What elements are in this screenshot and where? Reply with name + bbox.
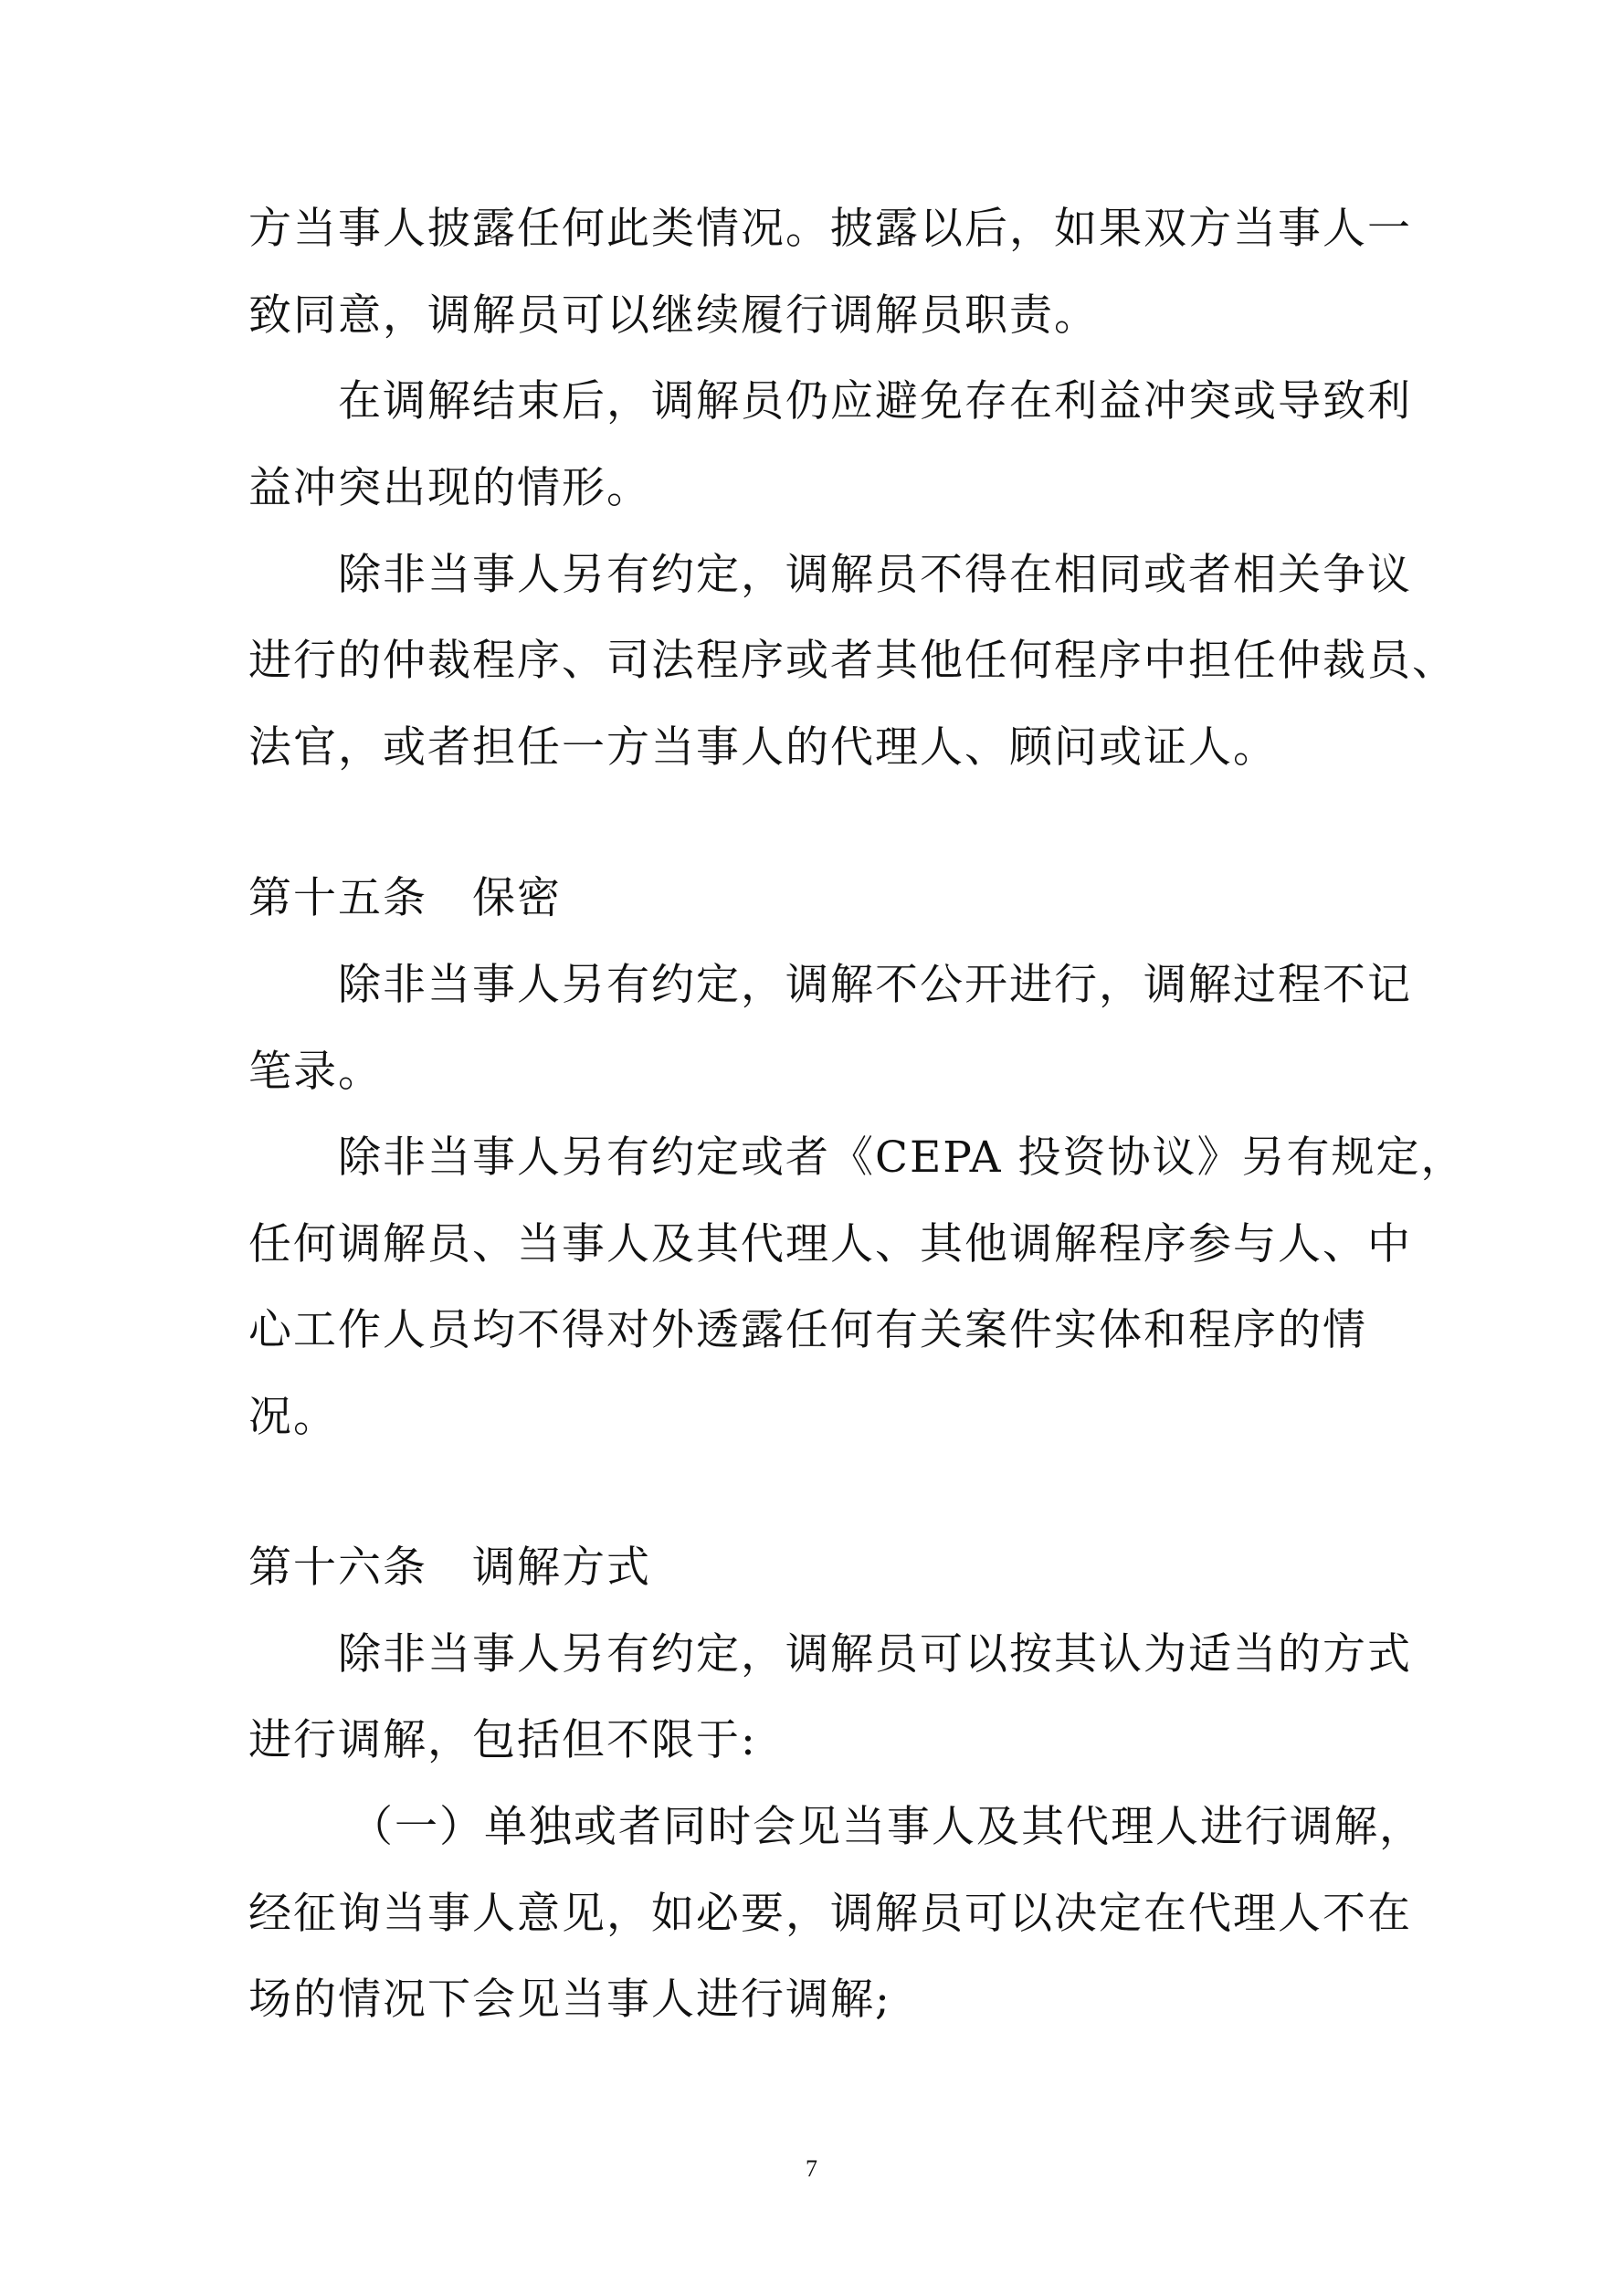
paragraph-line: 任何调解员、当事人及其代理人、其他调解程序参与人、中 — [248, 1219, 1412, 1269]
paragraph-line: 除非当事人另有约定，调解员不得在相同或者相关争议 — [338, 550, 1412, 600]
paragraph-line: 场的情况下会见当事人进行调解; — [248, 1975, 891, 2025]
paragraph-line: 除非当事人另有约定或者《CEPA 投资协议》另有规定， — [338, 1132, 1466, 1183]
paragraph-line: 法官，或者担任一方当事人的代理人、顾问或证人。 — [248, 722, 1278, 773]
paragraph-line: 进行调解，包括但不限于: — [248, 1715, 757, 1765]
paragraph-line: 进行的仲裁程序、司法程序或者其他任何程序中担任仲裁员、 — [248, 636, 1457, 686]
article-heading: 第十六条 调解方式 — [248, 1543, 651, 1593]
paragraph-line: 况。 — [248, 1392, 338, 1442]
paragraph-line: 致同意，调解员可以继续履行调解员职责。 — [248, 290, 1099, 341]
paragraph-line: 笔录。 — [248, 1047, 383, 1097]
list-item-line: （一）单独或者同时会见当事人及其代理人进行调解， — [350, 1802, 1424, 1852]
paragraph-line: 心工作人员均不得对外透露任何有关案件实体和程序的情 — [248, 1305, 1367, 1355]
paragraph-line: 在调解结束后，调解员仍应避免存在利益冲突或导致利 — [338, 376, 1412, 427]
paragraph-line: 益冲突出现的情形。 — [248, 463, 651, 513]
paragraph-line: 经征询当事人意见，如必要，调解员可以决定在代理人不在 — [248, 1889, 1412, 1939]
paragraph-line: 除非当事人另有约定，调解员可以按其认为适当的方式 — [338, 1629, 1412, 1680]
paragraph-line: 方当事人披露任何此类情况。披露以后，如果双方当事人一 — [248, 204, 1412, 254]
article-heading: 第十五条 保密 — [248, 873, 562, 923]
page-number: 7 — [806, 2155, 817, 2182]
paragraph-line: 除非当事人另有约定，调解不公开进行，调解过程不记 — [338, 960, 1412, 1010]
